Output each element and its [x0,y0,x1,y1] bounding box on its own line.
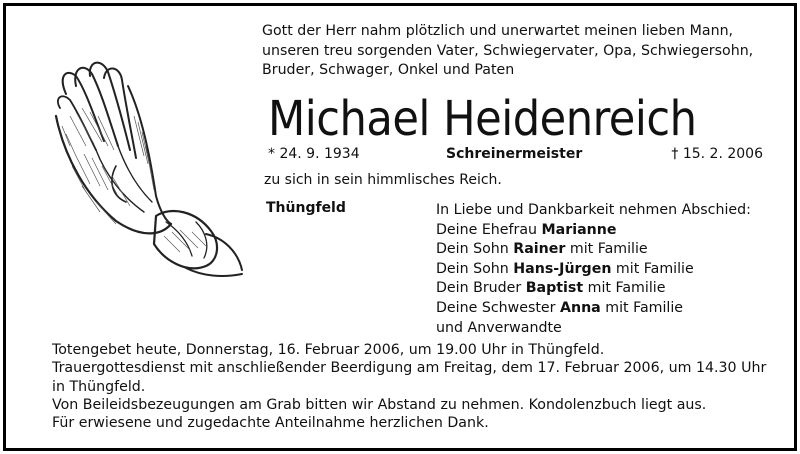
notices [52,341,772,432]
notice-line: in Thüngfeld. [52,378,146,395]
mourner-name: Anna [559,299,601,316]
list-item: Dein Bruder Baptist mit Familie [436,280,666,297]
birth-date: * 24. 9. 1934 [268,146,360,162]
death-date: † 15. 2. 2006 [671,146,763,162]
heaven-line: zu sich in sein himmlisches Reich. [264,172,502,188]
mourners-heading: In Liebe und Dankbarkeit nehmen Abschied: [436,202,751,218]
notice-line: Totengebet heute, Donnerstag, 16. Februar 2006, um 19.00 Uhr in Thüngfeld. [52,342,605,358]
mourners-closing: und Anverwandte [436,319,562,336]
profession: Schreinermeister [446,146,583,162]
notice-line: Für erwiesene und zugedachte Anteilnahme herzlichen Dank. [52,415,489,432]
list-item: Deine Schwester Anna mit Familie [436,299,684,316]
place-name: Thüngfeld [266,200,346,216]
deceased-name: Michael Heidenreich [268,91,697,147]
obituary-frame [3,3,797,451]
notice-line: Trauergottesdienst mit anschließender Beerdigung am Freitag, dem 17. Februar 2006, um 14.30 Uhr [52,360,767,377]
praying-hands-icon [46,46,251,281]
intro-text [262,22,782,81]
intro-line: Gott der Herr nahm plötzlich und unerwartet meinen lieben Mann, [262,23,734,39]
mourner-name: Marianne [541,221,617,238]
list-item: Dein Sohn Rainer mit Familie [436,241,648,258]
list-item: Dein Sohn Hans-Jürgen mit Familie [436,260,694,277]
mourner-name: Baptist [525,280,584,297]
intro-line: unseren treu sorgenden Vater, Schwiegervater, Opa, Schwiegersohn, [262,42,754,59]
intro-line: Bruder, Schwager, Onkel und Paten [262,62,515,78]
notice-line: Von Beileidsbezeugungen am Grab bitten wir Abstand zu nehmen. Kondolenzbuch liegt aus. [52,396,707,413]
mourners-list [436,201,776,338]
dates-row [268,146,763,164]
list-item: Deine Ehefrau Marianne [436,221,617,238]
mourner-name: Rainer [513,241,566,258]
mourner-name: Hans-Jürgen [513,260,612,277]
